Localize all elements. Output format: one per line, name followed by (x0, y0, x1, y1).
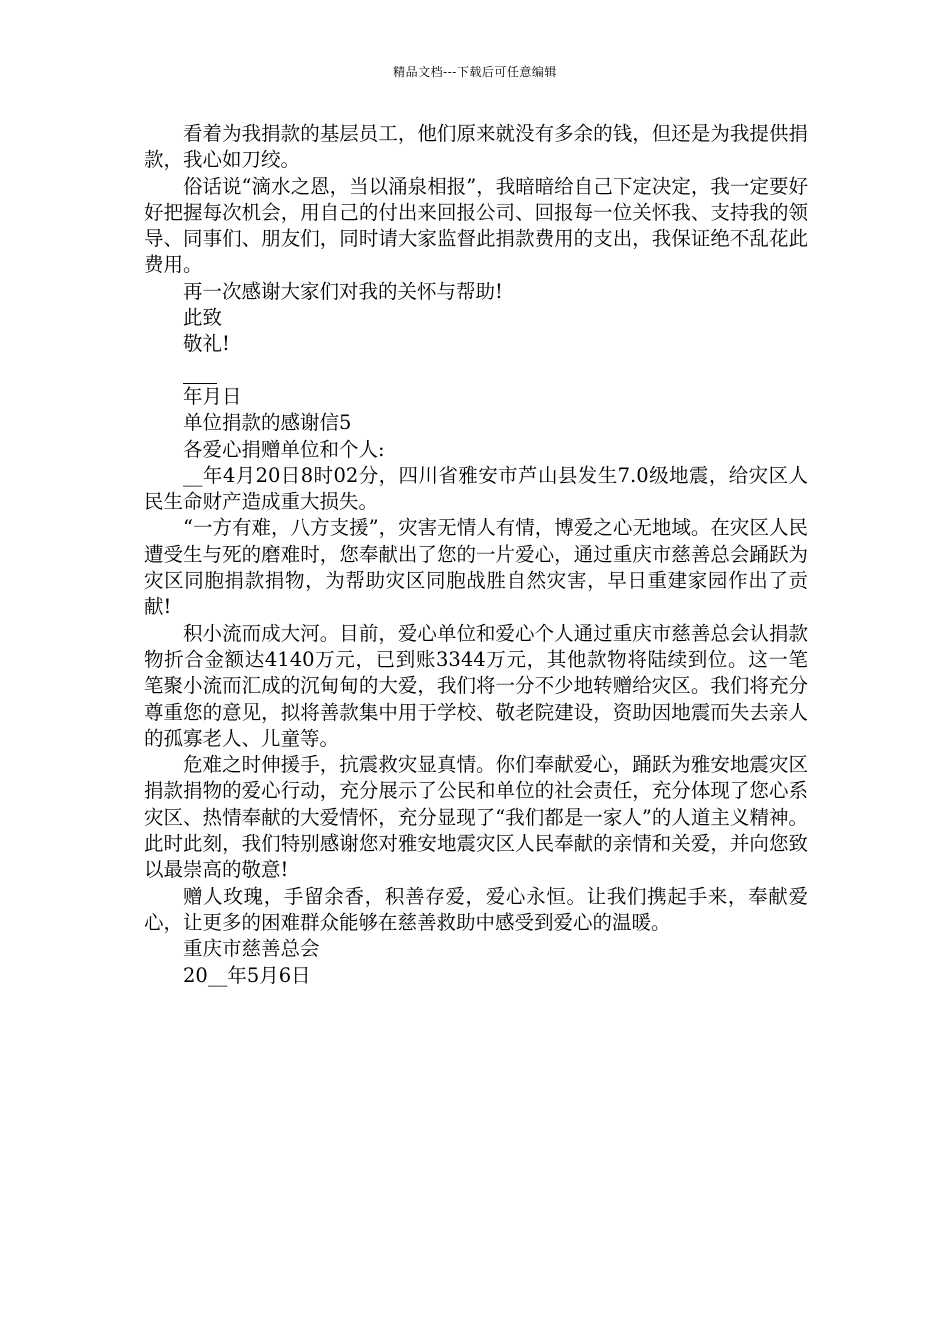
letter5-signature: 重庆市慈善总会 (183, 937, 320, 961)
paragraph-employees-donation: 看着为我捐款的基层员工，他们原来就没有多余的钱，但还是为我提供捐款，我心如刀绞。 (144, 122, 808, 172)
paragraph-rose: 赠人玫瑰，手留余香，积善存爱，爱心永恒。让我们携起手来，奉献爱心，让更多的困难群众能够在慈善救助中感受到爱心的温暖。 (144, 884, 808, 934)
letter5-title: 单位捐款的感谢信5 (183, 411, 352, 435)
document-body (144, 121, 808, 989)
paragraph-gratitude: 危难之时伸援手，抗震救灾显真情。你们奉献爱心，踊跃为雅安地震灾区捐款捐物的爱心行动，充分展示了公民和单位的社会责任，充分体现了您心系灾区、热情奉献的大爱情怀，充分显现了“我们都是一家人”的人道主义精神。此时此刻，我们特别感谢您对雅安地震灾区人民奉献的亲情和关爱，并向您致以最崇高的敬意! (144, 753, 808, 882)
page-header: 精品文档---下载后可任意编辑 (393, 65, 557, 79)
letter5-salutation: 各爱心捐赠单位和个人: (183, 437, 385, 461)
date-blank: 年月日 (183, 384, 242, 408)
paragraph-earthquake: __年4月20日8时02分，四川省雅安市芦山县发生7.0级地震，给灾区人民生命财产造成重大损失。 (144, 463, 808, 514)
letter5-date: 20__年5月6日 (183, 963, 311, 987)
paragraph-proverb-promise: 俗话说“滴水之恩，当以涌泉相报”，我暗暗给自己下定决定，我一定要好好把握每次机会，用自己的付出来回报公司、回报每一位关怀我、支持我的领导、同事们、朋友们，同时请大家监督此捐款费用的支出，我保证绝不乱花此费用。 (144, 174, 808, 277)
closing-cizhi: 此致 (183, 306, 223, 330)
paragraph-donation-amount: 积小流而成大河。目前，爱心单位和爱心个人通过重庆市慈善总会认捐款物折合金额达4140万元，已到账3344万元，其他款物将陆续到位。这一笔笔聚小流而汇成的沉甸甸的大爱，我们将一分不少地转赠给灾区。我们将充分尊重您的意见，拟将善款集中用于学校、敬老院建设，资助因地震而失去亲人的孤寡老人、儿童等。 (144, 621, 808, 750)
paragraph-thanks-again: 再一次感谢大家们对我的关怀与帮助! (183, 279, 503, 303)
signature-blank (144, 358, 808, 384)
paragraph-support: “一方有难，八方支援”，灾害无情人有情，博爱之心无地域。在灾区人民遭受生与死的磨难时，您奉献出了您的一片爱心，通过重庆市慈善总会踊跃为灾区同胞捐款捐物，为帮助灾区同胞战胜自然灾害，早日重建家园作出了贡献! (144, 516, 808, 619)
closing-jingli: 敬礼! (183, 332, 230, 356)
signature-underline (183, 363, 217, 384)
